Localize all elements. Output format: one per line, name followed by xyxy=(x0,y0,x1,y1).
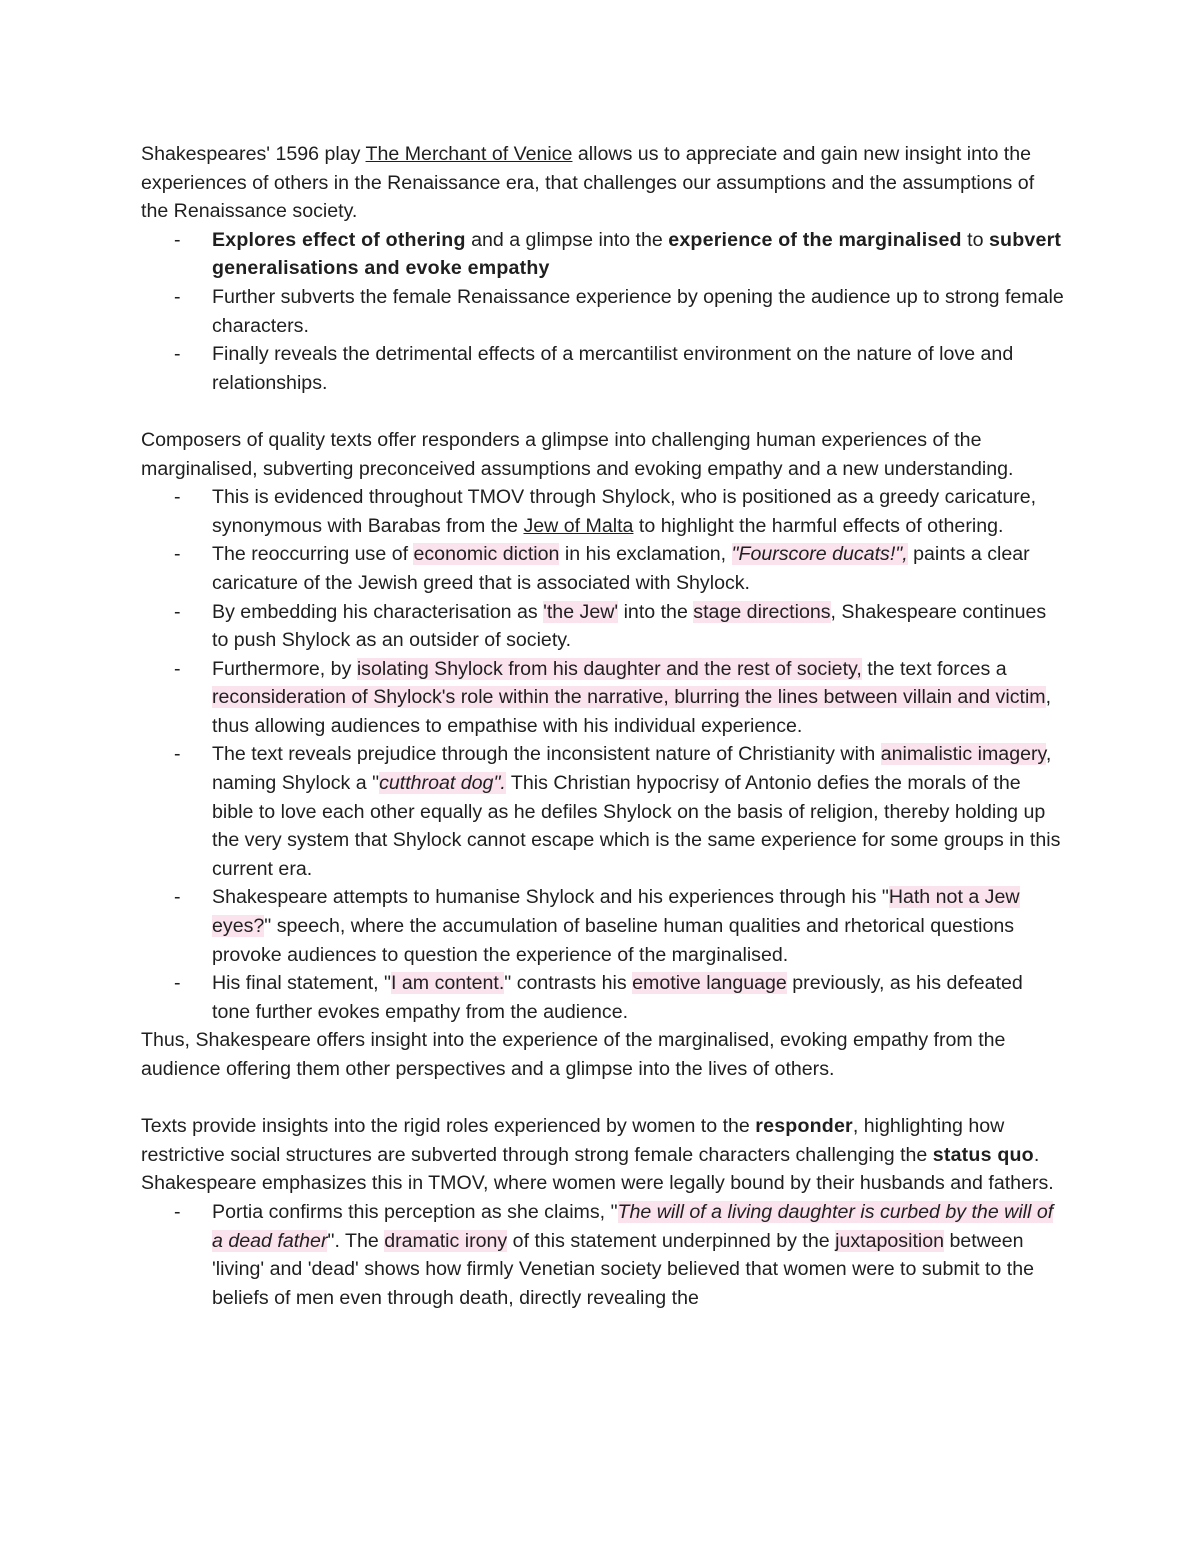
list-item: - Explores effect of othering and a glimpse into the experience of the marginalised to subvert generalisations and evoke empathy xyxy=(141,226,1066,283)
play-title: The Merchant of Venice xyxy=(365,143,573,165)
list-item: - This is evidenced throughout TMOV through Shylock, who is positioned as a greedy caricature, synonymous with Barabas from the Jew of Malta to highlight the harmful effects of othering. xyxy=(141,483,1066,540)
highlight-quote: The will of a living daughter is curbed by the will of a dead father xyxy=(212,1200,1054,1252)
highlight: stage directions xyxy=(693,600,831,623)
highlight: animalistic imagery xyxy=(880,743,1046,766)
highlight-quote: cutthroat dog". xyxy=(379,772,506,795)
section3-bullets xyxy=(141,1198,1066,1312)
highlight: 'the Jew' xyxy=(543,600,619,623)
highlight-quote: "Fourscore ducats!", xyxy=(731,543,908,566)
document-page xyxy=(141,140,1066,1312)
list-item: - Shakespeare attempts to humanise Shylock and his experiences through his "Hath not a Jew eyes?" speech, where the accumulation of baseline human qualities and rhetorical questions provoke audiences to question the experience of the marginalised. xyxy=(141,883,1066,969)
section3-intro: Texts provide insights into the rigid roles experienced by women to the responder, highlighting how restrictive social structures are subverted through strong female characters challenging the status quo. Shakespeare emphasizes this in TMOV, where women were legally bound by their husbands and fathers. xyxy=(141,1115,1054,1195)
list-item: - The reoccurring use of economic diction in his exclamation, "Fourscore ducats!", paints a clear caricature of the Jewish greed that is associated with Shylock. xyxy=(141,540,1066,597)
paragraph-spacer xyxy=(141,397,1066,426)
list-item: - Portia confirms this perception as she claims, "The will of a living daughter is curbed by the will of a dead father". The dramatic irony of this statement underpinned by the juxtaposition between 'living' and 'dead' shows how firmly Venetian society believed that women were to submit to the beliefs of men even through death, directly revealing the xyxy=(141,1198,1066,1312)
highlight: juxtaposition xyxy=(835,1229,945,1252)
highlight: I am content. xyxy=(391,972,505,995)
list-item: - Further subverts the female Renaissance experience by opening the audience up to strong female characters. xyxy=(141,283,1066,340)
highlight: dramatic irony xyxy=(384,1229,508,1252)
list-item: - By embedding his characterisation as 'the Jew' into the stage directions, Shakespeare continues to push Shylock as an outsider of society. xyxy=(141,598,1066,655)
section2-intro: Composers of quality texts offer responders a glimpse into challenging human experiences of the marginalised, subverting preconceived assumptions and evoking empathy and a new understanding. xyxy=(141,428,1014,480)
list-item: - The text reveals prejudice through the inconsistent nature of Christianity with animalistic imagery, naming Shylock a "cutthroat dog". This Christian hypocrisy of Antonio defies the morals of the bible to love each other equally as he defiles Shylock on the basis of religion, thereby holding up the very system that Shylock cannot escape which is the same experience for some groups in this current era. xyxy=(141,740,1066,883)
section1-intro: Shakespeares' 1596 play The Merchant of Venice allows us to appreciate and gain new insight into the experiences of others in the Renaissance era, that challenges our assumptions and the assumptions of the Renaissance society. xyxy=(141,143,1035,223)
list-item: - Furthermore, by isolating Shylock from his daughter and the rest of society, the text forces a reconsideration of Shylock's role within the narrative, blurring the lines between villain and victim, thus allowing audiences to empathise with his individual experience. xyxy=(141,655,1066,741)
highlight: Hath not a Jew eyes? xyxy=(212,886,1020,938)
paragraph-spacer xyxy=(141,1084,1066,1113)
section1-bullets xyxy=(141,226,1066,398)
list-item: - Finally reveals the detrimental effects of a mercantilist environment on the nature of love and relationships. xyxy=(141,340,1066,397)
list-item: - His final statement, "I am content." contrasts his emotive language previously, as his defeated tone further evokes empathy from the audience. xyxy=(141,969,1066,1026)
highlight: reconsideration of Shylock's role within the narrative, blurring the lines between villain and victim xyxy=(212,686,1046,709)
section2-bullets xyxy=(141,483,1066,1026)
text-title: Jew of Malta xyxy=(523,514,634,537)
highlight: isolating Shylock from his daughter and the rest of society, xyxy=(356,657,862,680)
highlight: emotive language xyxy=(632,972,787,995)
section2-conclusion: Thus, Shakespeare offers insight into the experience of the marginalised, evoking empathy from the audience offering them other perspectives and a glimpse into the lives of others. xyxy=(141,1029,1006,1080)
highlight: economic diction xyxy=(413,543,560,566)
